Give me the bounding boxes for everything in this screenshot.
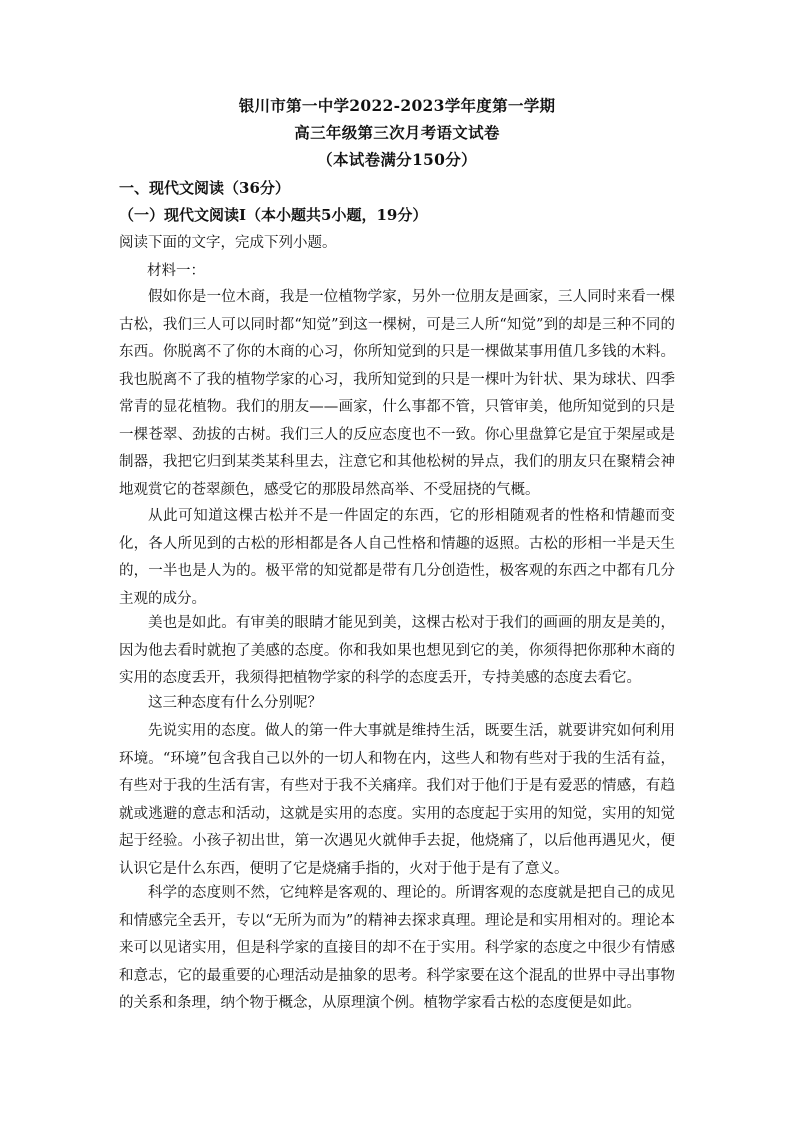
paragraph-2: 从此可知道这棵古松并不是一件固定的东西，它的形相随观者的性格和情趣而变化，各人所见到的古松的形相都是各人自己性格和情趣的返照。古松的形相一半是天生的，一半也是人为的。极平常的知觉都是带有几分创造性，极客观的东西之中都有几分主观的成分。 [119, 508, 675, 607]
exam-title-subject: 高三年级第三次月考语文试卷 [294, 123, 500, 142]
subsection-heading: （一）现代文阅读Ⅰ（本小题共5小题，19分） [119, 206, 428, 224]
exam-title-score: （本试卷满分150分） [317, 150, 477, 169]
paragraph-5: 先说实用的态度。做人的第一件大事就是维持生活，既要生活，就要讲究如何利用环境。“环境”包含我自己以外的一切人和物在内，这些人和物有些对于我的生活有益，有些对于我的生活有害，有些对于我不关痛痒。我们对于他们于是有爱恶的情感，有趋就或逃避的意志和活动，这就是实用的态度。实用的态度起于实用的知觉，实用的知觉起于经验。小孩子初出世，第一次遇见火就伸手去捉，他烧痛了，以后他再遇见火，便认识它是什么东西，便明了它是烧痛手指的，火对于他于是有了意义。 [119, 723, 675, 877]
exam-title-school: 银川市第一中学2022-2023学年度第一学期 [238, 96, 556, 115]
material-label: 材料一： [147, 263, 205, 279]
paragraph-1: 假如你是一位木商，我是一位植物学家，另外一位朋友是画家，三人同时来看一棵古松，我们三人可以同时都“知觉”到这一棵树，可是三人所“知觉”到的却是三种不同的东西。你脱离不了你的木商的心习，你所知觉到的只是一棵做某事用值几多钱的木料。我也脱离不了我的植物学家的心习，我所知觉到的只是一棵叶为针状、果为球状、四季常青的显花植物。我们的朋友——画家，什么事都不管，只管审美，他所知觉到的只是一棵苍翠、劲拔的古树。我们三人的反应态度也不一致。你心里盘算它是宜于架屋或是制器，我把它归到某类某科里去，注意它和其他松树的异点，我们的朋友只在聚精会神地观赏它的苍翠颜色，感受它的那股昂然高举、不受屈挠的气概。 [119, 289, 675, 498]
paragraph-6: 科学的态度则不然，它纯粹是客观的、理论的。所谓客观的态度就是把自己的成见和情感完全丢开，专以“无所为而为”的精神去探求真理。理论是和实用相对的。理论本来可以见诸实用，但是科学家的直接目的却不在于实用。科学家的态度之中很少有情感和意志，它的最重要的心理活动是抽象的思考。科学家要在这个混乱的世界中寻出事物的关系和条理，纳个物于概念，从原理演个例。植物学家看古松的态度便是如此。 [119, 885, 675, 1011]
paragraph-4: 这三种态度有什么分别呢？ [148, 695, 322, 711]
section-heading: 一、现代文阅读（36分） [119, 179, 290, 197]
reading-instruction: 阅读下面的文字，完成下列小题。 [119, 235, 337, 251]
paragraph-3: 美也是如此。有审美的眼睛才能见到美，这棵古松对于我们的画画的朋友是美的，因为他去看时就抱了美感的态度。你和我如果也想见到它的美，你须得把你那种木商的实用的态度丢开，我须得把植物学家的科学的态度丢开，专持美感的态度去看它。 [119, 615, 675, 686]
